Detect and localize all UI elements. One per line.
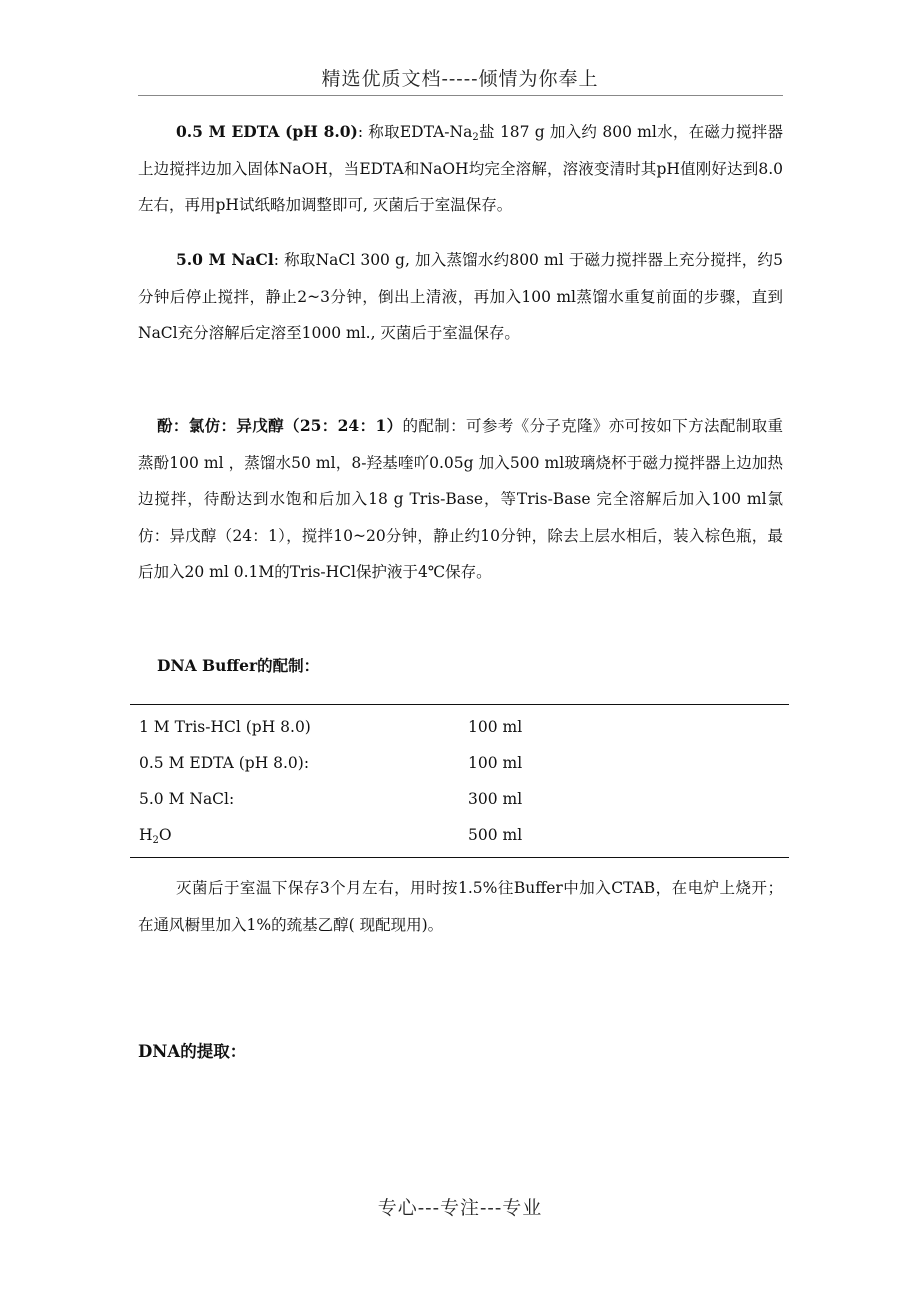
volume-cell: 500 ml xyxy=(468,826,523,844)
reagent-cell: 5.0 M NaCl: xyxy=(139,790,235,808)
table-row xyxy=(130,817,789,853)
phenol-lead: 酚：氯仿：异戊醇（25：24：1） xyxy=(157,416,403,435)
page-header: 精选优质文档-----倾情为你奉上 xyxy=(321,68,599,90)
reagent-cell xyxy=(139,817,172,853)
reagent-subscript: 2 xyxy=(152,835,159,846)
phenol-text: 的配制：可参考《分子克隆》亦可按如下方法配制取重蒸酚100 ml ，蒸馏水50 ml，8-羟基喹吖0.05g 加入500 ml玻璃烧杯于磁力搅拌器上边加热边搅拌，待酚达到水饱和后加入18 g Tris-Base，等Tris-Base 完全溶解后加入100 ml氯仿：异戊醇（24：1），搅拌10~20分钟，静止约10分钟，除去上层水相后，装入棕色瓶，最后加入20 ml 0.1M的Tris-HCl保护液于4℃保存。 xyxy=(138,417,783,581)
edta-text-part2: 盐 187 g 加入约 800 ml水，在磁力搅拌器上边搅拌边加入固体NaOH，当EDTA和NaOH均完全溶解，溶液变清时其pH值刚好达到8.0左右，再用pH试纸略加调整即可, 灭菌后于室温保存。 xyxy=(138,123,783,214)
page-footer: 专心---专注---专业 xyxy=(377,1197,543,1219)
phenol-paragraph xyxy=(138,408,783,591)
nacl-lead: 5.0 M NaCl xyxy=(176,250,274,269)
header-divider xyxy=(138,95,783,96)
nacl-paragraph xyxy=(138,242,783,352)
table-row xyxy=(130,745,789,781)
edta-paragraph xyxy=(138,114,783,224)
section-heading: DNA的提取： xyxy=(138,1042,247,1061)
volume-cell: 300 ml xyxy=(468,790,523,808)
edta-subscript: 2 xyxy=(472,132,479,143)
storage-paragraph: 灭菌后于室温下保存3个月左右，用时按1.5%往Buffer中加入CTAB，在电炉上烧开；在通风橱里加入1%的巯基乙醇( 现配现用)。 xyxy=(138,879,783,934)
edta-text-part1: : 称取EDTA-Na xyxy=(357,123,473,141)
reagent-cell: 0.5 M EDTA (pH 8.0): xyxy=(139,754,310,772)
edta-lead: 0.5 M EDTA (pH 8.0) xyxy=(176,122,358,141)
table-row xyxy=(130,709,789,745)
buffer-table-title: DNA Buffer的配制： xyxy=(157,656,320,675)
nacl-text: : 称取NaCl 300 g, 加入蒸馏水约800 ml 于磁力搅拌器上充分搅拌，约5分钟后停止搅拌，静止2~3分钟，倒出上清液，再加入100 ml蒸馏水重复前面的步骤，直到NaCl充分溶解后定溶至1000 ml., 灭菌后于室温保存。 xyxy=(138,251,783,342)
volume-cell: 100 ml xyxy=(468,718,523,736)
volume-cell: 100 ml xyxy=(468,754,523,772)
table-row xyxy=(130,781,789,817)
reagent-h: H xyxy=(139,826,153,844)
reagent-o: O xyxy=(158,826,172,844)
buffer-table xyxy=(130,704,789,858)
reagent-cell: 1 M Tris-HCl (pH 8.0) xyxy=(139,718,311,736)
